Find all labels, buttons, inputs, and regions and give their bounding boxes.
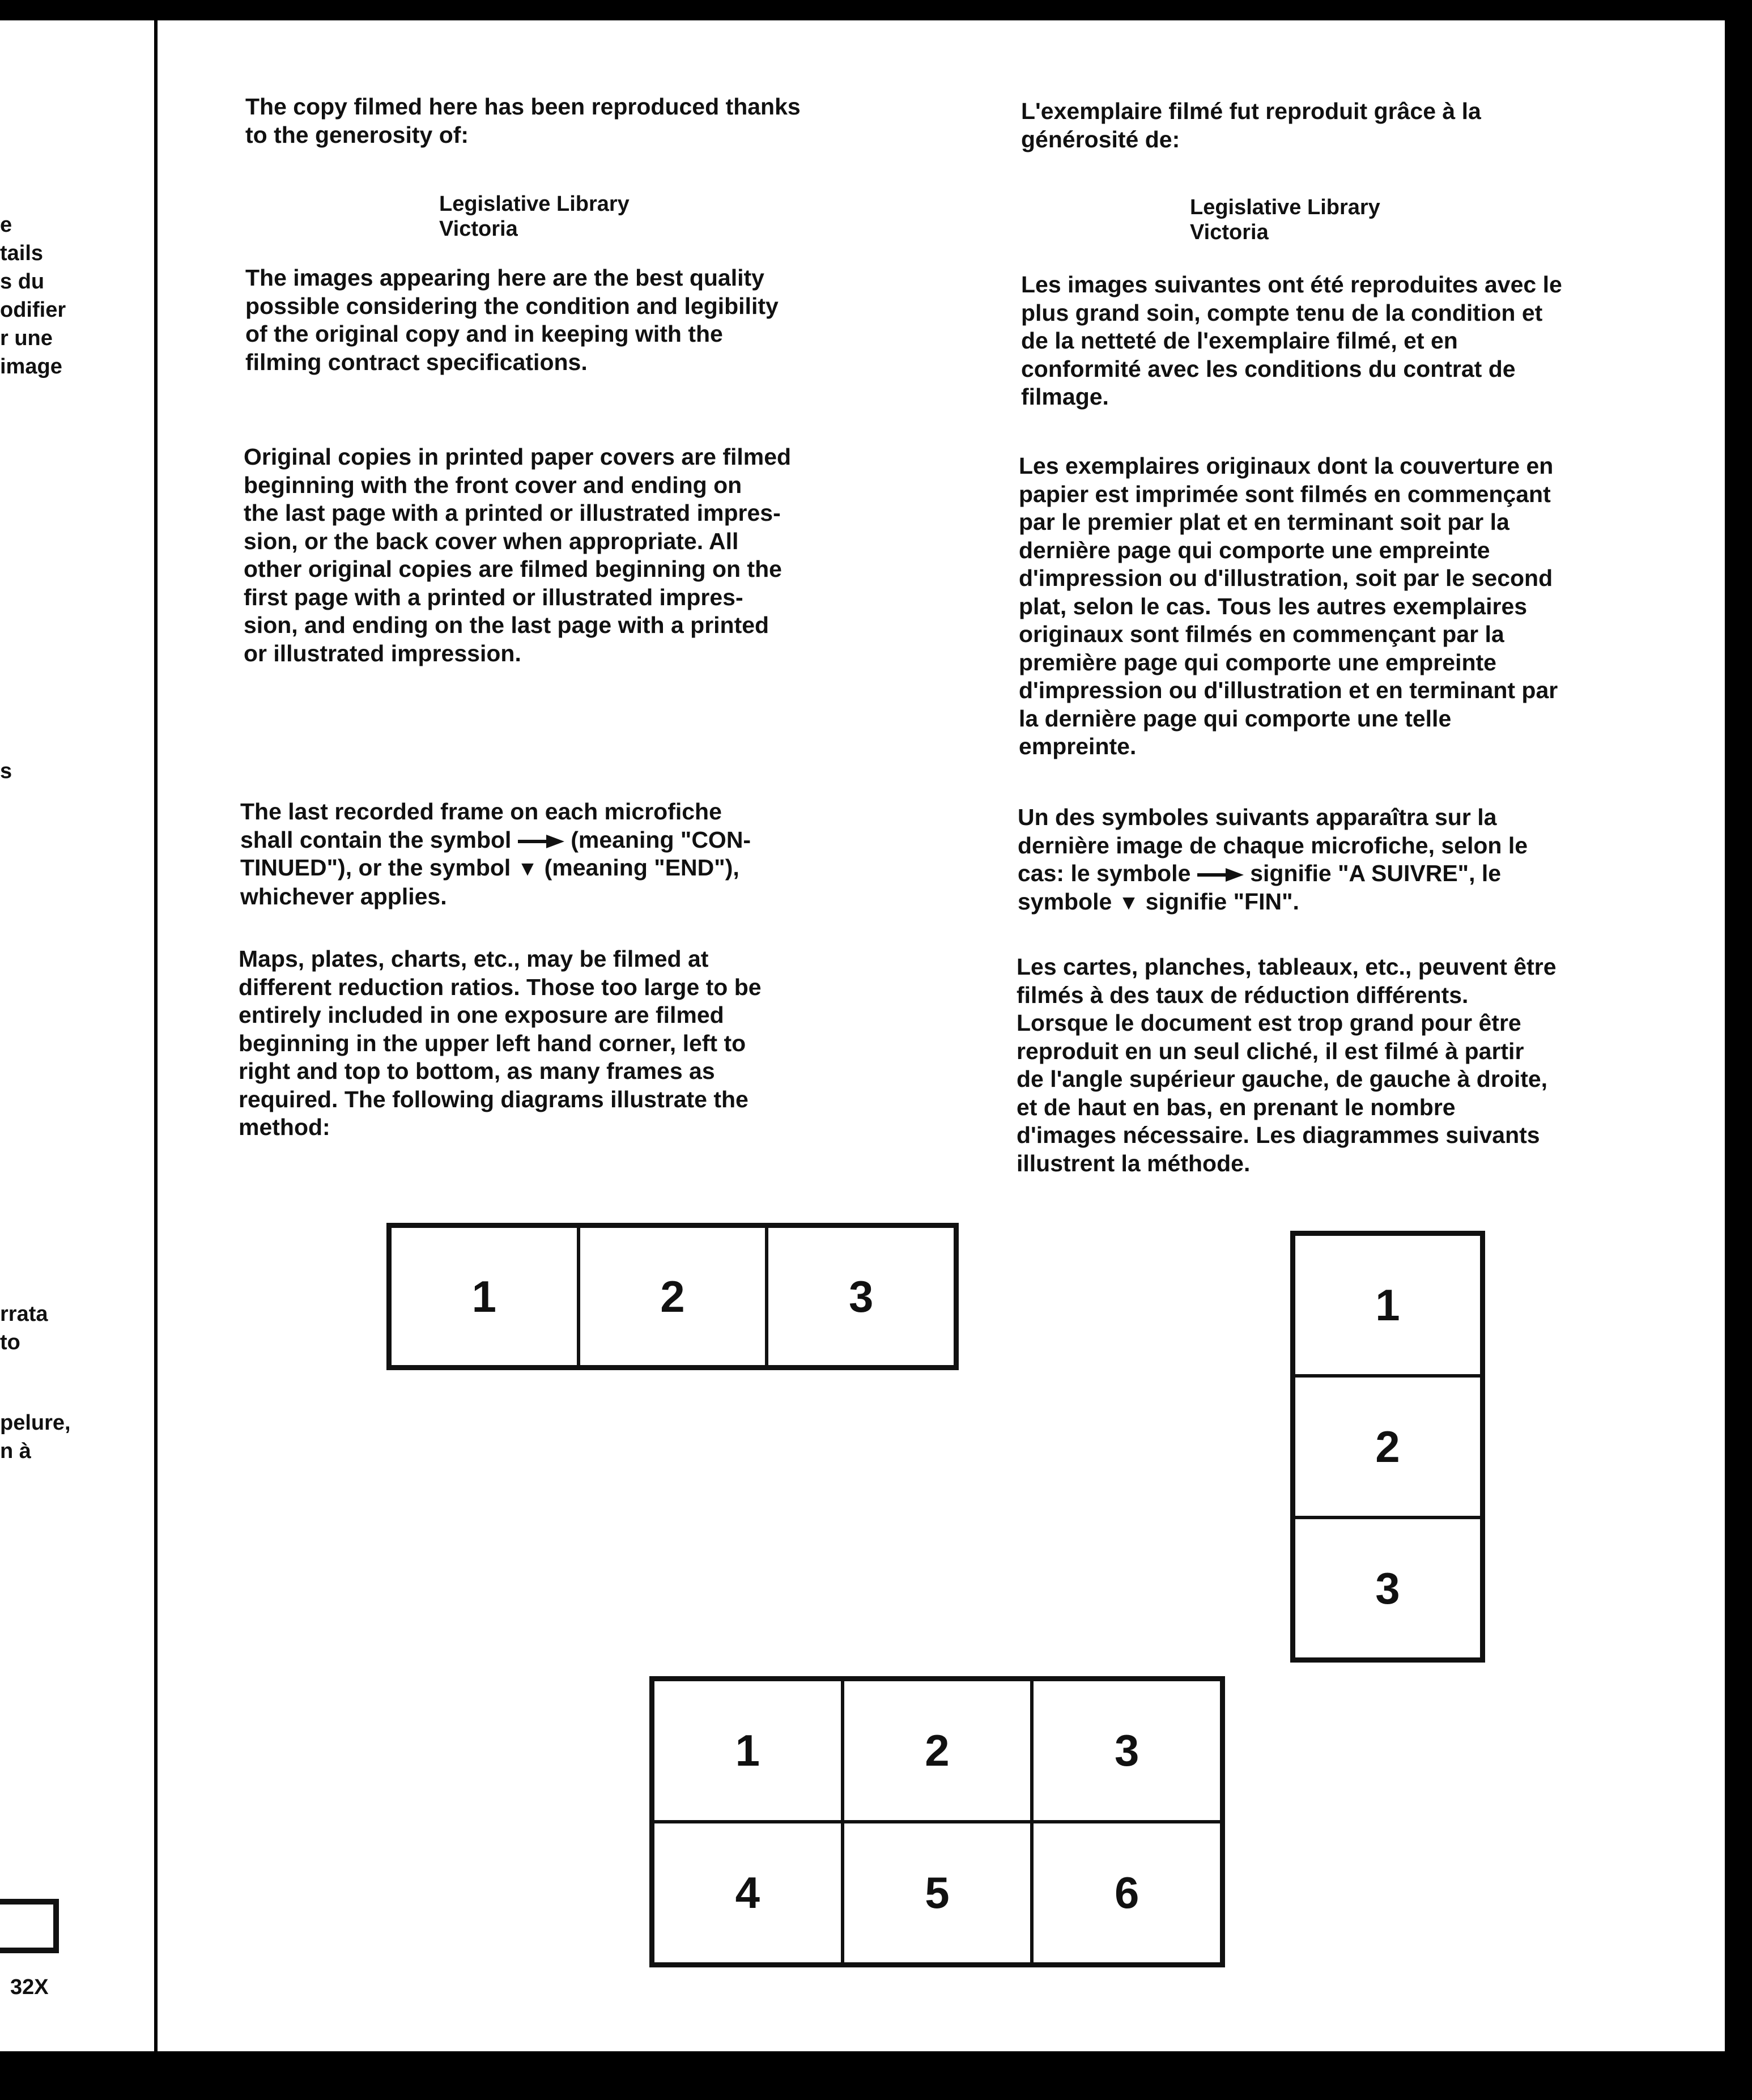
text-line: sion, and ending on the last page with a printed: [244, 612, 769, 638]
reduction-label: 32X: [10, 1975, 49, 1999]
english-symbols-paragraph: [240, 798, 751, 911]
continued-arrow-icon: [1197, 872, 1244, 878]
frame-cell: 3: [1294, 1517, 1482, 1659]
grid-frame-diagram: [649, 1676, 1225, 1967]
left-fragment: tails: [0, 241, 44, 265]
text-line: first page with a printed or illustrated impres-: [244, 584, 743, 610]
text-line: d'impression ou d'illustration et en terminant par: [1019, 677, 1558, 703]
text-line: entirely included in one exposure are filmed: [239, 1002, 724, 1028]
left-fragment: to: [0, 1330, 20, 1354]
left-fragment: image: [0, 355, 62, 379]
text-line: or illustrated impression.: [244, 640, 521, 666]
vertical-frame-diagram: [1290, 1231, 1485, 1663]
frame-cell: 1: [1294, 1234, 1482, 1376]
french-library-name: [1190, 195, 1380, 245]
frame-cell: 5: [843, 1822, 1032, 1964]
text-line: of the original copy and in keeping with the: [245, 321, 723, 347]
left-fragment: rrata: [0, 1302, 48, 1326]
text-line: possible considering the condition and legibility: [245, 292, 779, 319]
target-page: [158, 20, 1725, 2051]
text-line: dernière image de chaque microfiche, selon le: [1018, 832, 1528, 858]
text-line: reproduit en un seul cliché, il est filmé à partir: [1017, 1038, 1524, 1064]
frame-cell: 3: [767, 1226, 955, 1367]
text-line: to the generosity of:: [245, 121, 469, 148]
text-line: plus grand soin, compte tenu de la condition et: [1021, 299, 1543, 326]
french-quality-paragraph: [1021, 271, 1562, 411]
text-line: other original copies are filmed beginning on the: [244, 556, 782, 582]
text-line: different reduction ratios. Those too large to be: [239, 974, 762, 1000]
text-segment: TINUED"), or the symbol: [240, 855, 511, 881]
text-line: la dernière page qui comporte une telle: [1019, 705, 1452, 732]
english-maps-paragraph: [239, 945, 762, 1142]
text-line: beginning with the front cover and ending on: [244, 471, 742, 498]
text-line: originaux sont filmés en commençant par la: [1019, 621, 1504, 647]
text-line: empreinte.: [1019, 733, 1137, 759]
left-fragment: r une: [0, 326, 53, 350]
text-line: whichever applies.: [240, 883, 447, 909]
end-triangle-icon: ▼: [517, 857, 538, 880]
text-segment: signifie "A SUIVRE", le: [1250, 860, 1502, 886]
text-segment: cas: le symbole: [1018, 860, 1191, 886]
left-fragment: pelure,: [0, 1411, 71, 1435]
text-line: Legislative Library: [439, 192, 630, 216]
text-line: Les images suivantes ont été reproduites avec le: [1021, 271, 1562, 297]
left-fragment: s du: [0, 270, 45, 294]
text-line: plat, selon le cas. Tous les autres exemplaires: [1019, 593, 1528, 619]
text-line: beginning in the upper left hand corner, left to: [239, 1030, 746, 1056]
text-line: générosité de:: [1021, 126, 1180, 152]
text-line: [1018, 888, 1528, 917]
frame-cell: 1: [653, 1680, 843, 1822]
text-line: papier est imprimée sont filmés en commençant: [1019, 481, 1551, 507]
left-fragment: s: [0, 759, 12, 783]
text-line: Un des symboles suivants apparaîtra sur la: [1018, 804, 1497, 830]
frame-cell: 6: [1032, 1822, 1222, 1964]
text-line: Les exemplaires originaux dont la couverture en: [1019, 453, 1554, 479]
english-covers-paragraph: [244, 443, 791, 668]
text-segment: shall contain the symbol: [240, 826, 512, 853]
english-library-name: [439, 192, 630, 241]
previous-page-strip: [0, 20, 154, 2051]
text-segment: symbole: [1018, 888, 1112, 915]
text-line: Les cartes, planches, tableaux, etc., peuvent être: [1017, 954, 1557, 980]
text-line: The last recorded frame on each microfiche: [240, 798, 722, 824]
text-line: illustrent la méthode.: [1017, 1150, 1251, 1176]
english-intro: [245, 93, 801, 149]
text-line: right and top to bottom, as many frames as: [239, 1058, 715, 1084]
frame-cell: 4: [653, 1822, 843, 1964]
text-line: Victoria: [439, 217, 518, 241]
left-fragment: e: [0, 213, 12, 237]
text-line: The images appearing here are the best quality: [245, 265, 764, 291]
text-line: filming contract specifications.: [245, 348, 588, 375]
text-line: première page qui comporte une empreinte: [1019, 649, 1496, 675]
text-line: required. The following diagrams illustrate the: [239, 1086, 749, 1112]
text-line: et de haut en bas, en prenant le nombre: [1017, 1094, 1456, 1120]
continued-arrow-icon: [518, 839, 564, 844]
text-segment: (meaning "CON-: [571, 826, 751, 853]
horizontal-frame-diagram: [386, 1223, 959, 1370]
text-line: [240, 826, 751, 855]
left-fragment: odifier: [0, 298, 66, 322]
frame-cell: 2: [1294, 1376, 1482, 1517]
french-symbols-paragraph: [1018, 804, 1528, 916]
text-line: d'images nécessaire. Les diagrammes suivants: [1017, 1122, 1540, 1148]
text-line: Legislative Library: [1190, 195, 1380, 219]
text-line: the last page with a printed or illustrated impres-: [244, 500, 781, 526]
text-line: dernière page qui comporte une empreinte: [1019, 537, 1490, 563]
text-line: Original copies in printed paper covers are filmed: [244, 444, 792, 470]
text-line: filmage.: [1021, 384, 1109, 410]
frame-cell: 1: [390, 1226, 579, 1367]
text-segment: signifie "FIN".: [1145, 888, 1299, 915]
text-line: de l'angle supérieur gauche, de gauche à droite,: [1017, 1066, 1548, 1092]
french-intro: [1021, 97, 1481, 154]
text-line: [1018, 860, 1528, 888]
french-maps-paragraph: [1017, 953, 1557, 1177]
frame-cell: 2: [843, 1680, 1032, 1822]
frame-cell: 3: [1032, 1680, 1222, 1822]
text-line: Maps, plates, charts, etc., may be filmed at: [239, 946, 709, 972]
text-line: L'exemplaire filmé fut reproduit grâce à la: [1021, 98, 1481, 124]
text-line: Victoria: [1190, 220, 1269, 244]
text-segment: (meaning "END"),: [544, 855, 739, 881]
english-quality-paragraph: [245, 264, 779, 376]
left-fragment: n à: [0, 1439, 31, 1463]
text-line: conformité avec les conditions du contrat de: [1021, 355, 1516, 382]
text-line: par le premier plat et en terminant soit par la: [1019, 509, 1509, 535]
text-line: d'impression ou d'illustration, soit par le second: [1019, 565, 1553, 591]
text-line: filmés à des taux de réduction différents.: [1017, 981, 1469, 1008]
text-line: Lorsque le document est trop grand pour être: [1017, 1010, 1521, 1036]
text-line: de la netteté de l'exemplaire filmé, et en: [1021, 328, 1458, 354]
text-line: The copy filmed here has been reproduced thanks: [245, 93, 801, 120]
frame-cell: 2: [579, 1226, 767, 1367]
text-line: sion, or the back cover when appropriate. All: [244, 528, 739, 554]
end-triangle-icon: ▼: [1118, 890, 1139, 914]
text-line: method:: [239, 1114, 330, 1140]
text-line: [240, 854, 751, 883]
french-covers-paragraph: [1019, 452, 1558, 761]
reduction-box: [0, 1899, 59, 1953]
